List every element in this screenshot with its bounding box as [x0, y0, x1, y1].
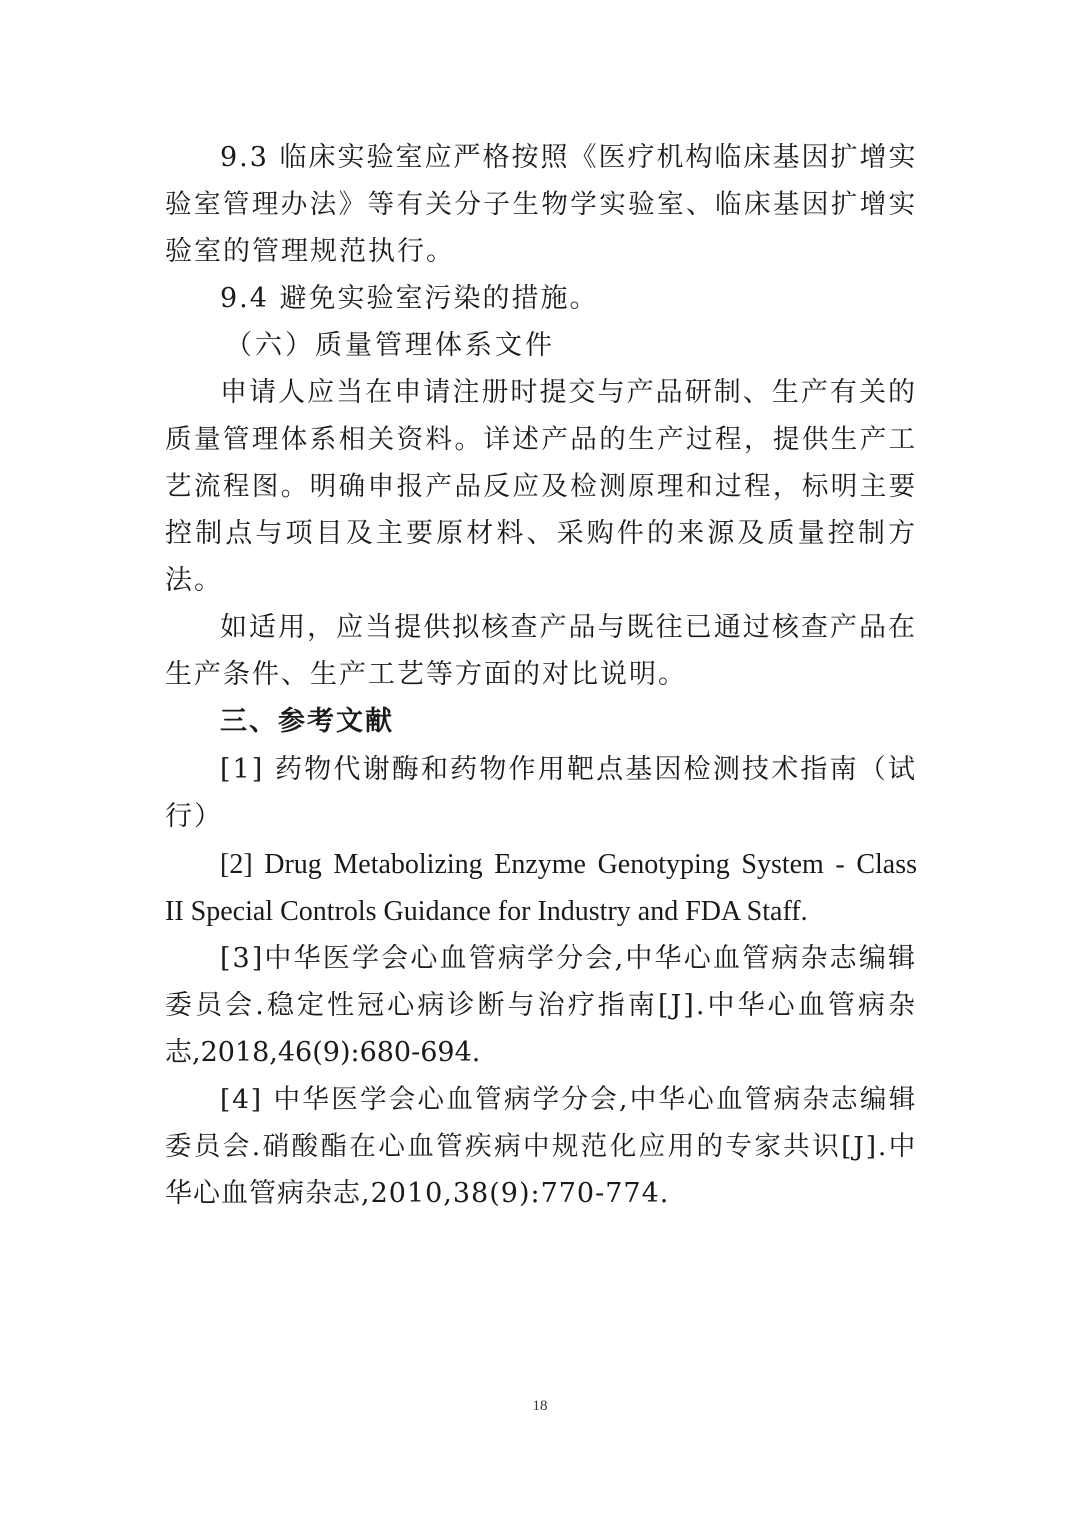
reference-3-line-3: 志,2018,46(9):680-694.: [165, 1037, 481, 1068]
reference-4-line-1: [4] 中华医学会心血管病学分会,中华心血管病杂志编辑: [220, 1084, 917, 1115]
reference-4-line-3: 华心血管病杂志,2010,38(9):770-774.: [165, 1178, 670, 1209]
paragraph-9-4: 9.4 避免实验室污染的措施。: [220, 283, 599, 314]
reference-1-line-2: 行）: [165, 801, 223, 832]
reference-3-line-2: 委员会.稳定性冠心病诊断与治疗指南[J].中华心血管病杂: [165, 990, 917, 1021]
reference-1-line-1: [1] 药物代谢酶和药物作用靶点基因检测技术指南（试: [220, 754, 917, 785]
section-heading-references: 三、参考文献: [220, 706, 394, 737]
paragraph-9-3-line-3: 验室的管理规范执行。: [165, 236, 455, 267]
reference-2-line-1: [2] Drug Metabolizing Enzyme Genotyping System - Class: [220, 849, 917, 880]
quality-paragraph-2-line-1: 如适用，应当提供拟核查产品与既往已通过核查产品在: [220, 612, 917, 643]
reference-4-line-2: 委员会.硝酸酯在心血管疾病中规范化应用的专家共识[J].中: [165, 1131, 917, 1162]
quality-paragraph-2-line-2: 生产条件、生产工艺等方面的对比说明。: [165, 659, 687, 690]
reference-2-line-2: II Special Controls Guidance for Industry and FDA Staff.: [165, 896, 808, 927]
paragraph-9-3-line-1: 9.3 临床实验室应严格按照《医疗机构临床基因扩增实: [220, 142, 918, 173]
quality-paragraph-1-line-4: 控制点与项目及主要原材料、采购件的来源及质量控制方: [165, 518, 917, 549]
reference-3-line-1: [3]中华医学会心血管病学分会,中华心血管病杂志编辑: [220, 943, 917, 974]
paragraph-9-3-line-2: 验室管理办法》等有关分子生物学实验室、临床基因扩增实: [165, 189, 917, 220]
page-number: 18: [532, 1398, 548, 1414]
quality-paragraph-1-line-1: 申请人应当在申请注册时提交与产品研制、生产有关的: [220, 377, 917, 408]
quality-paragraph-1-line-3: 艺流程图。明确申报产品反应及检测原理和过程，标明主要: [165, 471, 917, 502]
quality-paragraph-1-line-2: 质量管理体系相关资料。详述产品的生产过程，提供生产工: [165, 424, 917, 455]
section-heading-quality-system: （六）质量管理体系文件: [225, 330, 555, 361]
quality-paragraph-1-line-5: 法。: [165, 565, 223, 596]
